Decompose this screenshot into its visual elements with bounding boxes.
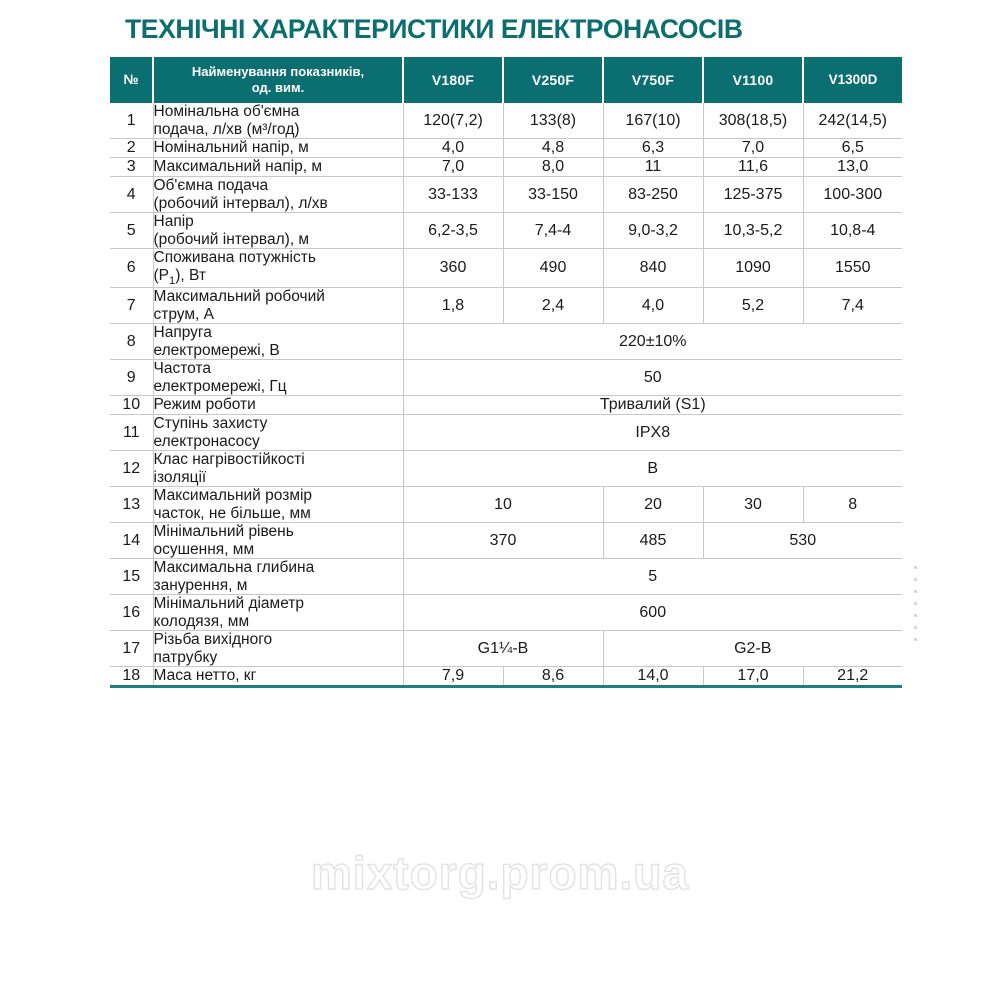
parameter-name <box>153 451 403 487</box>
value-cell-merged: 50 <box>403 360 902 396</box>
parameter-name <box>153 523 403 559</box>
value-cell: 8,6 <box>503 667 603 687</box>
parameter-name <box>153 249 403 288</box>
row-number: 15 <box>110 559 153 595</box>
value-cell-group: 30 <box>703 487 803 523</box>
table-row <box>110 213 902 249</box>
value-cell: 2,4 <box>503 288 603 324</box>
value-cell: 17,0 <box>703 667 803 687</box>
row-number: 8 <box>110 324 153 360</box>
watermark: mixtorg.prom.ua <box>311 847 689 899</box>
parameter-name <box>153 396 403 415</box>
table-row <box>110 667 902 687</box>
table-row <box>110 177 902 213</box>
parameter-name-line2: (робочий інтервал), л/хв <box>153 194 328 212</box>
value-cell: 10,3-5,2 <box>703 213 803 249</box>
parameter-name-line1: Номінальний напір, м <box>153 139 309 157</box>
table-body <box>110 103 902 687</box>
parameter-name-line1: Максимальний робочий <box>153 288 325 306</box>
table-row <box>110 595 902 631</box>
column-header-model-v1300d: V1300D <box>803 57 902 103</box>
value-cell: 308(18,5) <box>703 103 803 139</box>
column-header-number: № <box>110 57 153 103</box>
parameter-name <box>153 360 403 396</box>
parameter-name <box>153 288 403 324</box>
value-cell: 133(8) <box>503 103 603 139</box>
parameter-name <box>153 559 403 595</box>
parameter-name <box>153 213 403 249</box>
parameter-name <box>153 177 403 213</box>
column-header-model-v1100: V1100 <box>703 57 803 103</box>
scan-artifact-marks <box>914 566 917 666</box>
value-cell-merged: IPX8 <box>403 415 902 451</box>
value-cell: 125-375 <box>703 177 803 213</box>
value-cell-group: 485 <box>603 523 703 559</box>
row-number: 1 <box>110 103 153 139</box>
value-cell: 242(14,5) <box>803 103 902 139</box>
parameter-name-line1: Маса нетто, кг <box>153 667 257 685</box>
value-cell: 13,0 <box>803 158 902 177</box>
value-cell: 120(7,2) <box>403 103 503 139</box>
row-number: 5 <box>110 213 153 249</box>
table-header <box>110 57 902 103</box>
parameter-name-line2: ізоляції <box>153 468 207 486</box>
table-row <box>110 103 902 139</box>
parameter-name <box>153 667 403 687</box>
parameter-name-line1: Напруга <box>153 324 212 342</box>
column-header-parameter-line2: од. вим. <box>251 80 305 95</box>
parameter-name <box>153 487 403 523</box>
row-number: 16 <box>110 595 153 631</box>
table-header-row <box>110 57 902 103</box>
parameter-name-line2: подача, л/хв (м³/год) <box>153 120 300 138</box>
row-number: 18 <box>110 667 153 687</box>
table-row <box>110 523 902 559</box>
value-cell-group: G2-В <box>603 631 902 667</box>
table-row <box>110 559 902 595</box>
parameter-name-line2: струм, А <box>153 305 214 323</box>
parameter-name-line1: Режим роботи <box>153 396 256 414</box>
value-cell-group: 20 <box>603 487 703 523</box>
value-cell: 1,8 <box>403 288 503 324</box>
value-cell-group: 10 <box>403 487 603 523</box>
value-cell: 360 <box>403 249 503 288</box>
table-row <box>110 139 902 158</box>
parameter-name <box>153 631 403 667</box>
parameter-name-line2: занурення, м <box>153 576 248 594</box>
parameter-name-line1: Максимальна глибина <box>153 559 315 577</box>
parameter-name <box>153 103 403 139</box>
value-cell: 1090 <box>703 249 803 288</box>
row-number: 7 <box>110 288 153 324</box>
table-row <box>110 324 902 360</box>
value-cell: 7,0 <box>703 139 803 158</box>
parameter-name <box>153 595 403 631</box>
parameter-name-line1: Клас нагрівостійкості <box>153 451 305 469</box>
value-cell: 5,2 <box>703 288 803 324</box>
value-cell: 100-300 <box>803 177 902 213</box>
value-cell: 1550 <box>803 249 902 288</box>
table-row <box>110 487 902 523</box>
table-row <box>110 288 902 324</box>
value-cell: 6,2-3,5 <box>403 213 503 249</box>
row-number: 3 <box>110 158 153 177</box>
parameter-name-line1: Максимальний розмір <box>153 487 313 505</box>
column-header-parameter-line1: Найменування показників, <box>191 64 365 80</box>
value-cell: 21,2 <box>803 667 902 687</box>
table-row <box>110 415 902 451</box>
parameter-name-line1: Мінімальний рівень <box>153 523 294 541</box>
value-cell-merged: Тривалий (S1) <box>403 396 902 415</box>
value-cell: 6,5 <box>803 139 902 158</box>
row-number: 17 <box>110 631 153 667</box>
value-cell: 4,8 <box>503 139 603 158</box>
parameter-name-line2: електромережі, В <box>153 341 280 359</box>
value-cell: 7,4 <box>803 288 902 324</box>
row-number: 11 <box>110 415 153 451</box>
parameter-name <box>153 324 403 360</box>
value-cell: 11 <box>603 158 703 177</box>
parameter-name <box>153 158 403 177</box>
column-header-model-v750f: V750F <box>603 57 703 103</box>
value-cell: 490 <box>503 249 603 288</box>
row-number: 12 <box>110 451 153 487</box>
value-cell: 167(10) <box>603 103 703 139</box>
row-number: 9 <box>110 360 153 396</box>
row-number: 4 <box>110 177 153 213</box>
value-cell-group: G1¼-В <box>403 631 603 667</box>
parameter-name-line2: електронасосу <box>153 432 260 450</box>
value-cell: 6,3 <box>603 139 703 158</box>
value-cell: 14,0 <box>603 667 703 687</box>
value-cell: 33-150 <box>503 177 603 213</box>
parameter-name-line1: Номінальна об'ємна <box>153 103 300 120</box>
parameter-name-line1: Об'ємна подача <box>153 177 269 194</box>
value-cell-merged: 220±10% <box>403 324 902 360</box>
parameter-name-line2: патрубку <box>153 648 218 666</box>
parameter-name <box>153 139 403 158</box>
parameter-name <box>153 415 403 451</box>
table-row <box>110 451 902 487</box>
table-row <box>110 158 902 177</box>
parameter-name-line2: $(Р_1)$, Вт <box>153 266 206 287</box>
value-cell: 9,0-3,2 <box>603 213 703 249</box>
value-cell: 11,6 <box>703 158 803 177</box>
value-cell-group: 530 <box>703 523 902 559</box>
parameter-name-line1: Різьба вихідного <box>153 631 273 649</box>
value-cell: 10,8-4 <box>803 213 902 249</box>
value-cell: 7,9 <box>403 667 503 687</box>
value-cell-merged: В <box>403 451 902 487</box>
value-cell: 83-250 <box>603 177 703 213</box>
table-row <box>110 360 902 396</box>
specifications-table <box>110 57 902 688</box>
parameter-name-line1: Ступінь захисту <box>153 415 268 433</box>
table-row <box>110 631 902 667</box>
parameter-name-line1: Споживана потужність <box>153 249 316 266</box>
parameter-name-line2: (робочий інтервал), м <box>153 230 310 248</box>
value-cell: 4,0 <box>403 139 503 158</box>
table-row <box>110 396 902 415</box>
value-cell: 840 <box>603 249 703 288</box>
page-title: ТЕХНІЧНІ ХАРАКТЕРИСТИКИ ЕЛЕКТРОНАСОСІВ <box>125 14 743 44</box>
parameter-name-line1: Максимальний напір, м <box>153 158 323 176</box>
parameter-name-line2: електромережі, Гц <box>153 377 287 395</box>
value-cell: 4,0 <box>603 288 703 324</box>
row-number: 2 <box>110 139 153 158</box>
table-row <box>110 249 902 288</box>
value-cell-merged: 5 <box>403 559 902 595</box>
value-cell-merged: 600 <box>403 595 902 631</box>
parameter-name-line2: осушення, мм <box>153 540 255 558</box>
column-header-parameter <box>153 57 403 103</box>
row-number: 13 <box>110 487 153 523</box>
row-number: 6 <box>110 249 153 288</box>
parameter-name-line2: колодязя, мм <box>153 612 250 630</box>
value-cell: 8,0 <box>503 158 603 177</box>
parameter-subscript: 1 <box>169 274 176 287</box>
parameter-name-line1: Мінімальний діаметр <box>153 595 305 613</box>
row-number: 14 <box>110 523 153 559</box>
column-header-model-v250f: V250F <box>503 57 603 103</box>
value-cell: 7,4-4 <box>503 213 603 249</box>
parameter-name-line2: часток, не більше, мм <box>153 504 311 522</box>
value-cell-group: 370 <box>403 523 603 559</box>
value-cell: 33-133 <box>403 177 503 213</box>
row-number: 10 <box>110 396 153 415</box>
value-cell-group: 8 <box>803 487 902 523</box>
column-header-model-v180f: V180F <box>403 57 503 103</box>
value-cell: 7,0 <box>403 158 503 177</box>
parameter-name-line1: Напір <box>153 213 194 230</box>
parameter-name-line1: Частота <box>153 360 211 378</box>
